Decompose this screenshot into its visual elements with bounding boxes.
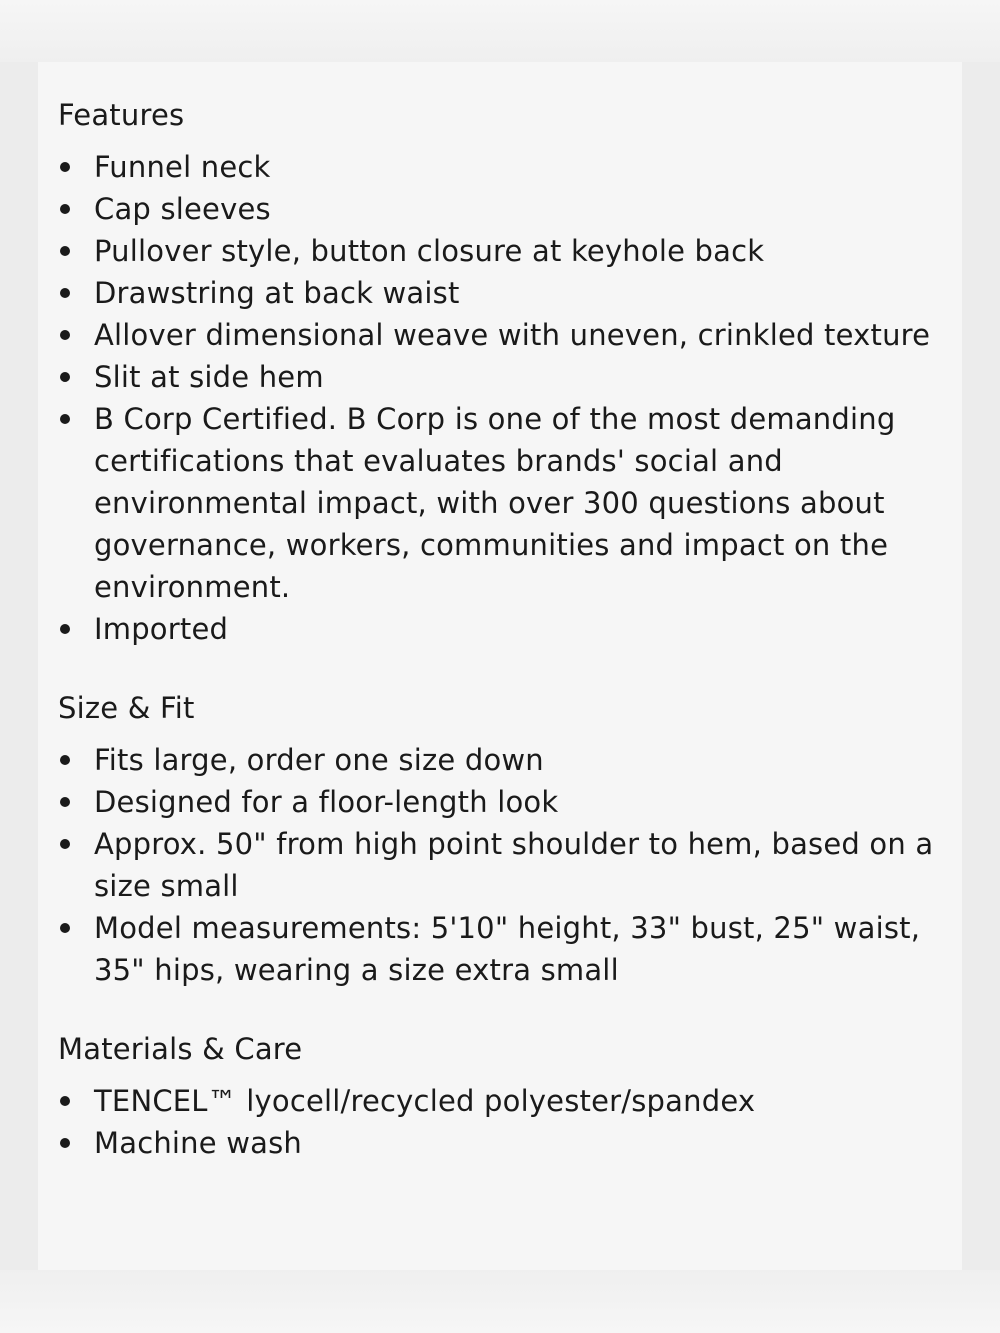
bullet-icon xyxy=(60,755,70,765)
size-fit-list xyxy=(58,739,942,991)
bullet-icon xyxy=(60,372,70,382)
bullet-icon xyxy=(60,330,70,340)
list-item: Funnel neck xyxy=(58,146,942,188)
features-section xyxy=(58,94,942,650)
bullet-icon xyxy=(60,1138,70,1148)
materials-care-section xyxy=(58,1028,942,1164)
list-item: Imported xyxy=(58,608,942,650)
bullet-icon xyxy=(60,414,70,424)
section-title-features: Features xyxy=(58,98,185,132)
list-item: Model measurements: 5'10" height, 33" bust, 25" waist, 35" hips, wearing a size extra small xyxy=(58,907,942,991)
bullet-icon xyxy=(60,162,70,172)
bullet-icon xyxy=(60,624,70,634)
list-item: Slit at side hem xyxy=(58,356,942,398)
list-item: Allover dimensional weave with uneven, crinkled texture xyxy=(58,314,942,356)
list-item: Approx. 50" from high point shoulder to hem, based on a size small xyxy=(58,823,942,907)
materials-care-list xyxy=(58,1080,942,1164)
bullet-icon xyxy=(60,839,70,849)
list-item: Machine wash xyxy=(58,1122,942,1164)
list-item: B Corp Certified. B Corp is one of the most demanding certifications that evaluates brands' social and environmental impact, with over 300 questions about governance, workers, communities and impact on the environment. xyxy=(58,398,942,608)
top-background xyxy=(0,0,1000,62)
bullet-icon xyxy=(60,797,70,807)
list-item: TENCEL™ lyocell/recycled polyester/spandex xyxy=(58,1080,942,1122)
features-list xyxy=(58,146,942,650)
list-item: Drawstring at back waist xyxy=(58,272,942,314)
product-details-panel xyxy=(38,62,962,1270)
list-item: Fits large, order one size down xyxy=(58,739,942,781)
list-item: Cap sleeves xyxy=(58,188,942,230)
bullet-icon xyxy=(60,246,70,256)
bullet-icon xyxy=(60,288,70,298)
bullet-icon xyxy=(60,923,70,933)
bottom-background xyxy=(0,1270,1000,1333)
list-item: Pullover style, button closure at keyhole back xyxy=(58,230,942,272)
bullet-icon xyxy=(60,204,70,214)
bullet-icon xyxy=(60,1096,70,1106)
size-fit-section xyxy=(58,687,942,991)
section-title-size-fit: Size & Fit xyxy=(58,691,195,725)
section-title-materials-care: Materials & Care xyxy=(58,1032,303,1066)
list-item: Designed for a floor-length look xyxy=(58,781,942,823)
